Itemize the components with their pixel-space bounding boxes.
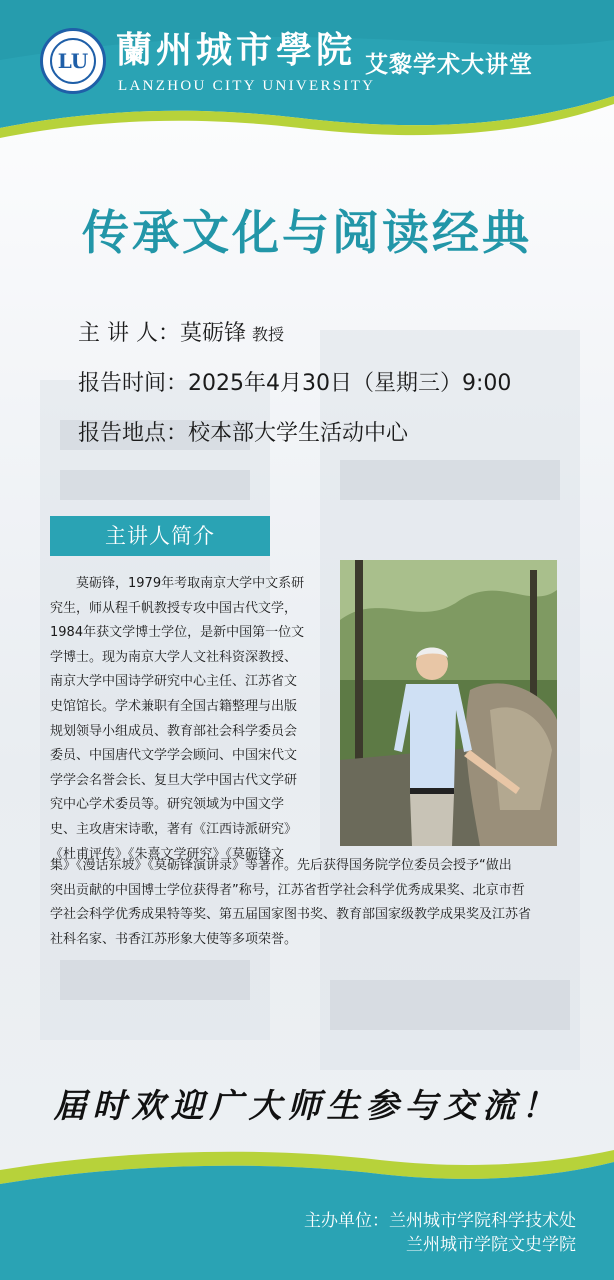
speaker-photo-illustration bbox=[340, 560, 557, 846]
background-window bbox=[340, 460, 560, 500]
place-value: 校本部大学生活动中心 bbox=[188, 421, 409, 446]
time-label: 报告时间： bbox=[78, 371, 189, 396]
time-value: 2025年4月30日（星期三）9:00 bbox=[188, 371, 512, 396]
background-window bbox=[60, 960, 250, 1000]
bio-line: 南京大学中国诗学研究中心主任、江苏省文 bbox=[50, 674, 298, 690]
university-logo bbox=[40, 28, 106, 94]
bio-line: 《杜甫评传》《朱熹文学研究》《莫砺锋文 bbox=[50, 846, 285, 862]
bio-line: 学学会名誉会长、复旦大学中国古代文学研 bbox=[50, 772, 298, 788]
bio-text-bottom bbox=[50, 854, 568, 952]
time-line bbox=[78, 366, 511, 397]
background-window bbox=[60, 470, 250, 500]
speaker-photo bbox=[340, 560, 557, 846]
background-window bbox=[330, 980, 570, 1030]
organizer-line-2 bbox=[406, 1230, 576, 1255]
bio-line: 史馆馆长。学术兼职有全国古籍整理与出版 bbox=[50, 698, 298, 714]
bio-line: 莫砺锋，1979年考取南京大学中文系研 bbox=[50, 576, 305, 591]
bio-line: 究生，师从程千帆教授专攻中国古代文学， bbox=[50, 600, 298, 616]
speaker-name: 莫砺锋 bbox=[180, 321, 247, 346]
lecture-title: 传承文化与阅读经典 bbox=[82, 206, 532, 261]
organizer-name-2: 兰州城市学院文史学院 bbox=[406, 1235, 576, 1255]
bio-line: 集》《漫话东坡》《莫砺锋演讲录》等著作。先后获得国务院学位委员会授予“做出 bbox=[50, 858, 512, 873]
bio-line: 委员、中国唐代文学学会顾问、中国宋代文 bbox=[50, 748, 298, 764]
organizer-name-1: 兰州城市学院科学技术处 bbox=[389, 1211, 576, 1231]
logo-emblem: LU bbox=[50, 38, 96, 84]
university-name-en: LANZHOU CITY UNIVERSITY bbox=[118, 78, 376, 94]
bio-line: 社科名家、书香江苏形象大使等多项荣誉。 bbox=[50, 931, 298, 947]
university-name-cn: 蘭州城市學院 bbox=[116, 29, 357, 71]
organizer-line-1 bbox=[304, 1206, 576, 1231]
bio-line: 1984年获文学博士学位，是新中国第一位文 bbox=[50, 625, 305, 641]
speaker-intro-tag: 主讲人简介 bbox=[50, 516, 270, 556]
place-line bbox=[78, 416, 408, 447]
bio-text-top bbox=[50, 572, 338, 867]
header-banner bbox=[0, 0, 614, 150]
bio-line: 史、主攻唐宋诗歌，著有《江西诗派研究》 bbox=[50, 821, 298, 837]
welcome-message: 届时欢迎广大师生参与交流！ bbox=[53, 1086, 561, 1125]
place-label: 报告地点： bbox=[78, 421, 189, 446]
bio-line: 规划领导小组成员、教育部社会科学委员会 bbox=[50, 723, 298, 739]
bio-line: 学社会科学优秀成果特等奖、第五届国家图书奖、教育部国家级教学成果奖及江苏省 bbox=[50, 907, 532, 923]
footer-banner bbox=[0, 1150, 614, 1280]
bio-line: 突出贡献的中国博士学位获得者”称号，江苏省哲学社会科学优秀成果奖、北京市哲 bbox=[50, 882, 525, 898]
speaker-title: 教授 bbox=[252, 325, 285, 344]
speaker-label: 主 讲 人： bbox=[78, 321, 180, 346]
organizer-label: 主办单位： bbox=[304, 1211, 389, 1231]
bio-line: 学博士。现为南京大学人文社科资深教授、 bbox=[50, 649, 298, 665]
bio-line: 究中心学术委员等。研究领域为中国文学 bbox=[50, 797, 285, 813]
speaker-line bbox=[78, 316, 284, 347]
lecture-series-title: 艾黎学术大讲堂 bbox=[365, 51, 533, 78]
